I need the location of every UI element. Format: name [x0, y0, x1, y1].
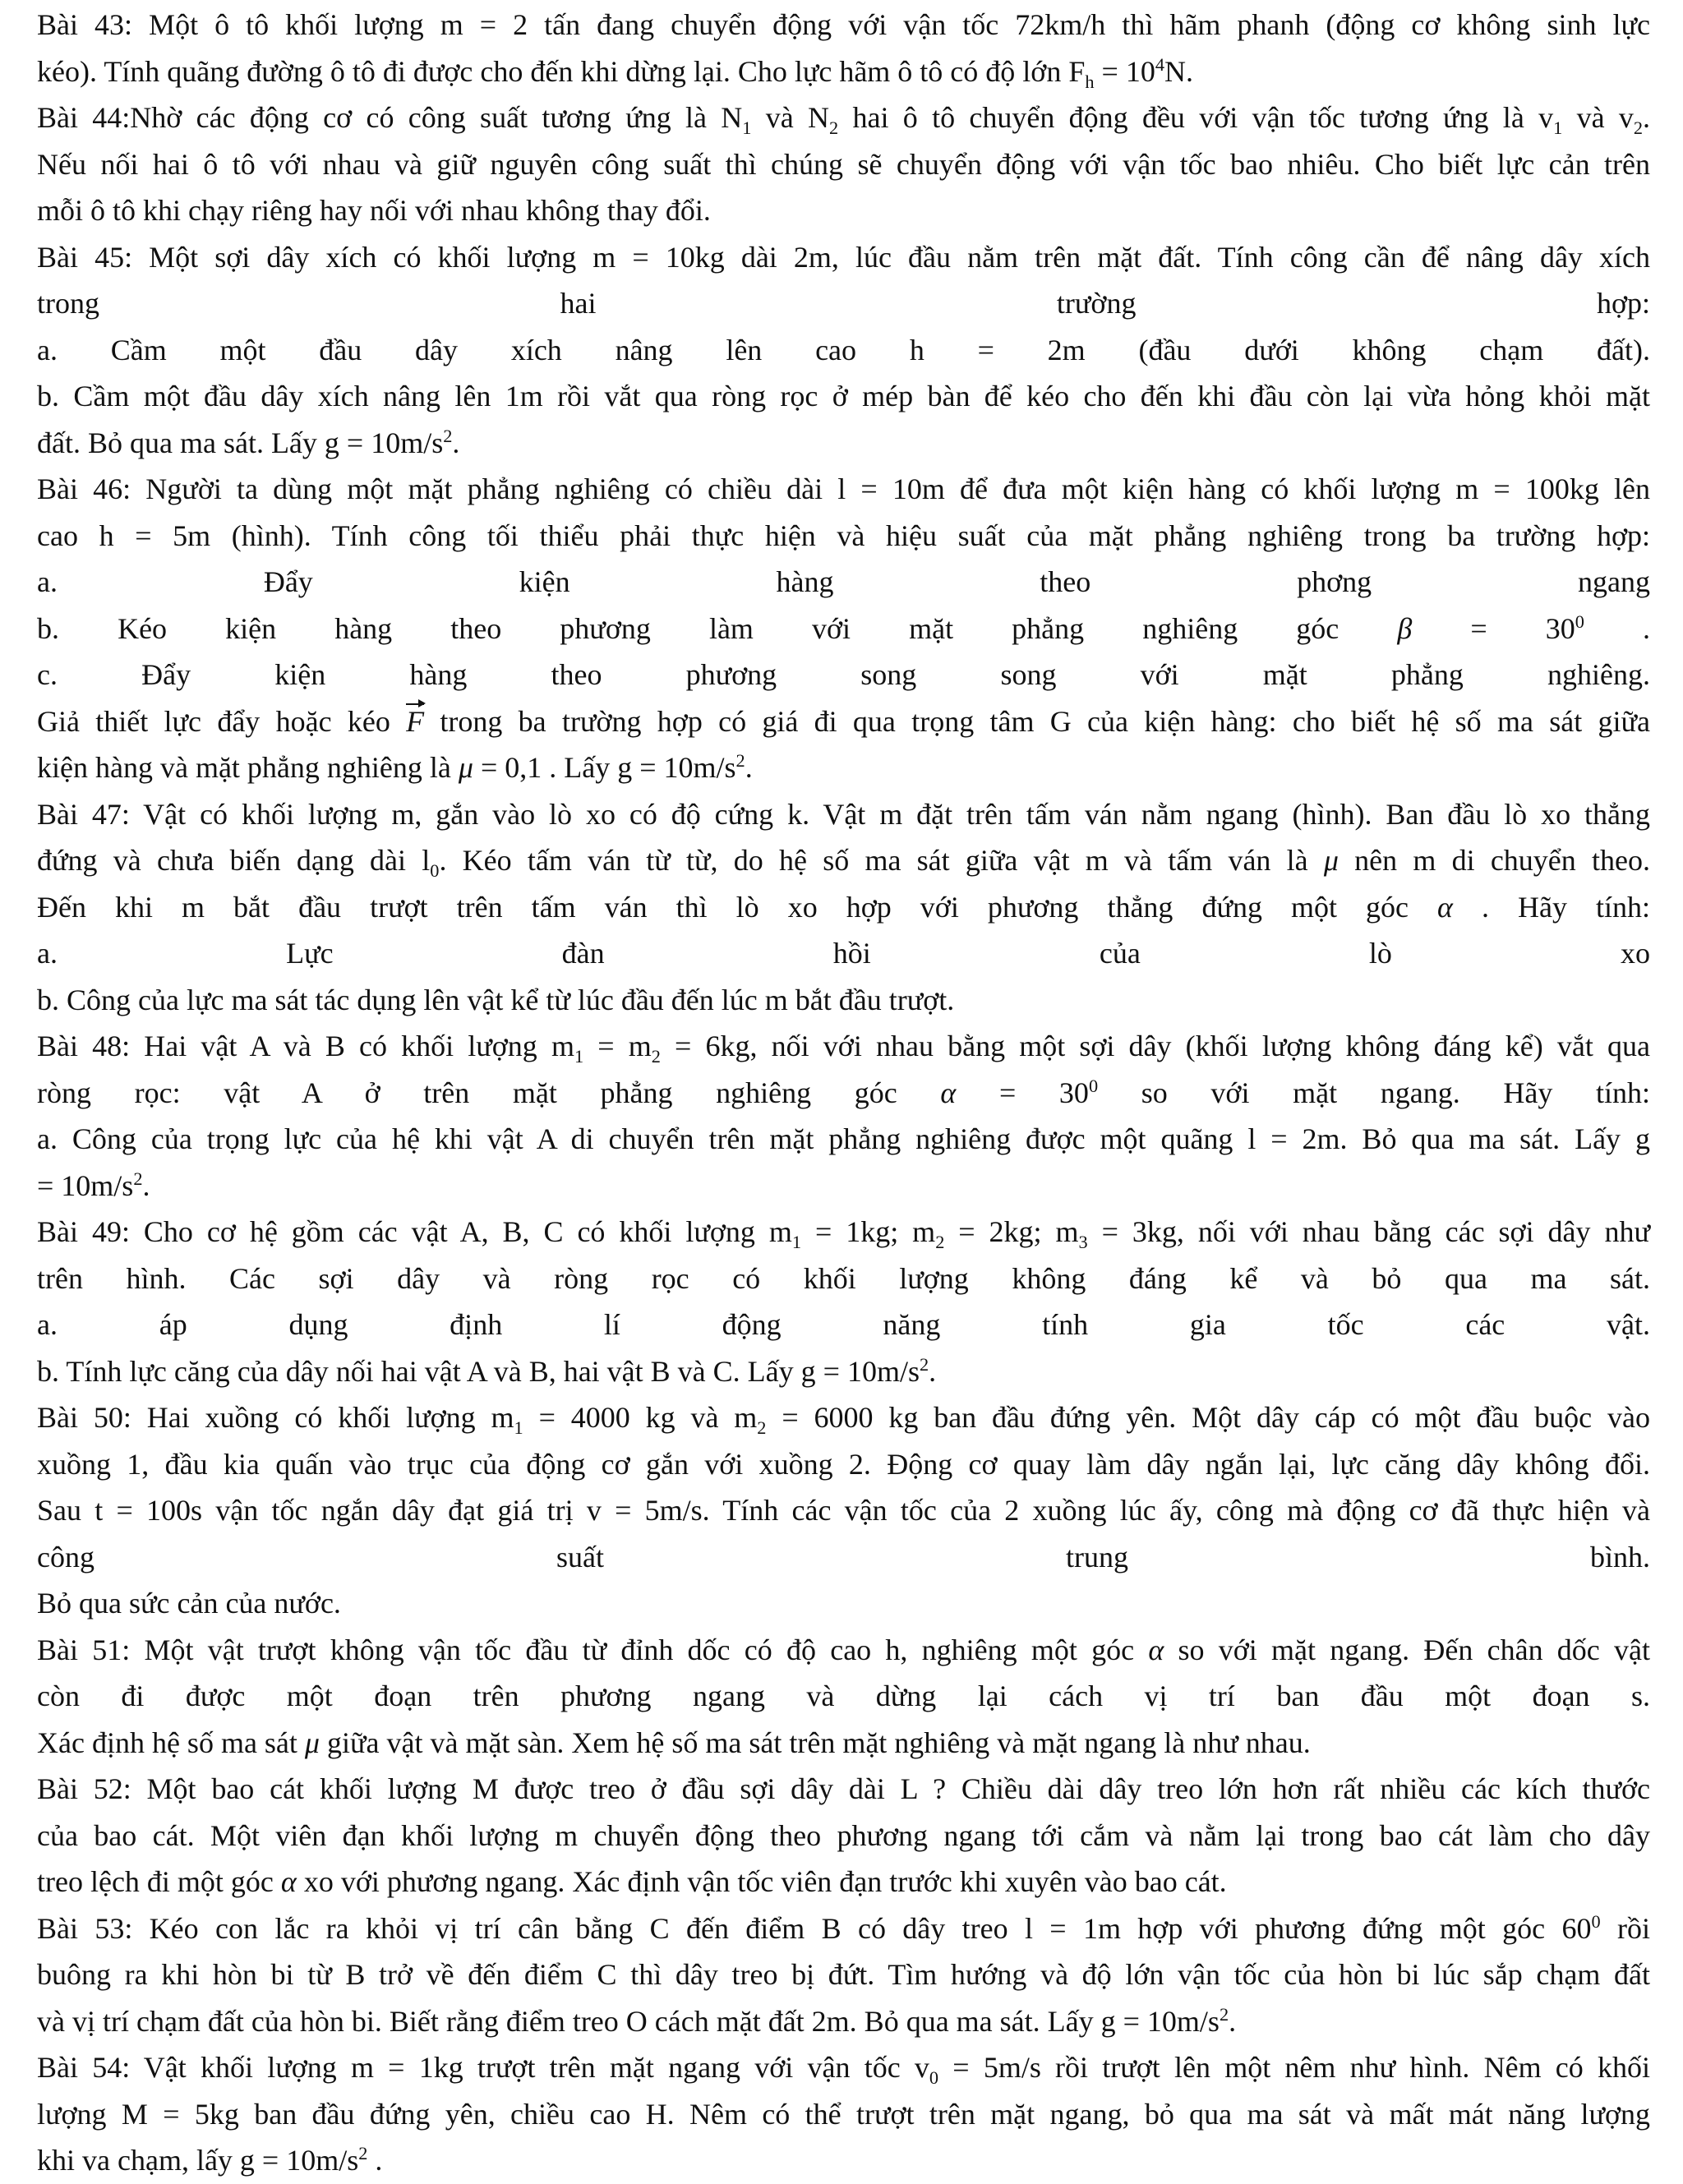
math-symbol: μ: [458, 751, 473, 784]
problem-49: [37, 1209, 1650, 1394]
problem-45: [37, 234, 1650, 467]
problem-48: [37, 1023, 1650, 1209]
math-symbol: μ: [304, 1726, 320, 1759]
text-run: kéo). Tính quãng đường ô tô đi được cho đến khi dừng lại. Cho lực hãm ô tô có độ lớn F: [37, 54, 1086, 88]
text-line: [37, 791, 1650, 838]
subscript: h: [1085, 71, 1095, 92]
text-line: [37, 837, 1650, 884]
text-run: cao h = 5m (hình). Tính công tối thiểu phải thực hiện và hiệu suất của mặt phẳng nghiêng trong ba trường hợp:: [37, 518, 1650, 552]
text-line: [37, 1998, 1650, 2045]
text-run: = 6kg, nối với nhau bằng một sợi dây (khối lượng không đáng kể) vắt qua: [660, 1030, 1650, 1062]
text-line: [37, 48, 1650, 95]
text-run: khi va chạm, lấy g = 10m/s: [37, 2144, 359, 2177]
subscript: 2: [757, 1417, 767, 1439]
text-run: Giả thiết lực đẩy hoặc kéo: [37, 704, 407, 738]
text-line: [37, 1859, 1650, 1905]
text-run: a. Công của trọng lực của hệ khi vật A di chuyển trên mặt phẳng nghiêng được một quãng l = 2m. Bỏ qua ma sát. Lấy g: [37, 1122, 1650, 1155]
superscript: 2: [358, 2143, 368, 2163]
text-run: đất. Bỏ qua ma sát. Lấy g = 10m/s: [37, 426, 444, 459]
text-run: so với mặt ngang. Đến chân dốc vật: [1164, 1633, 1650, 1666]
text-run: = 10: [1094, 54, 1155, 88]
text-line: [37, 884, 1650, 931]
subscript: 2: [651, 1046, 661, 1067]
text-run: = 30: [956, 1076, 1089, 1109]
problem-52: [37, 1766, 1650, 1905]
text-run: = 4000 kg và m: [523, 1401, 758, 1434]
text-run: = m: [583, 1030, 652, 1062]
superscript: 0: [1575, 611, 1584, 632]
subscript: 3: [1078, 1232, 1088, 1253]
subscript: 2: [829, 117, 839, 139]
text-run: Bài 49: Cho cơ hệ gồm các vật A, B, C có khối lượng m: [37, 1215, 792, 1248]
text-run: Nếu nối hai ô tô với nhau và giữ nguyên công suất thì chúng sẽ chuyển động với vận tốc bao nhiêu. Cho biết lực cản trên: [37, 147, 1650, 181]
subscript: 0: [430, 860, 440, 882]
text-run: = 10m/s: [37, 1168, 134, 1202]
subscript: 0: [929, 2067, 939, 2089]
text-run: giữa vật và mặt sàn. Xem hệ số ma sát trên mặt nghiêng và mặt ngang là như nhau.: [320, 1726, 1311, 1759]
text-run: .: [1584, 611, 1651, 645]
subscript: 2: [935, 1232, 945, 1253]
text-line: [37, 606, 1650, 652]
text-run: c. Đẩy kiện hàng theo phương song song với mặt phẳng nghiêng.: [37, 658, 1650, 691]
text-run: lượng M = 5kg ban đầu đứng yên, chiều cao H. Nêm có thể trượt trên mặt ngang, bỏ qua ma sát và mất mát năng lượng: [37, 2097, 1650, 2131]
math-symbol: β: [1397, 611, 1413, 645]
text-run: mỗi ô tô khi chạy riêng hay nối với nhau không thay đổi.: [37, 194, 711, 227]
text-line: [37, 2044, 1650, 2091]
problem-53: [37, 1905, 1650, 2045]
text-line: [37, 1070, 1650, 1117]
text-run: = 1kg; m: [801, 1215, 936, 1248]
superscript: 2: [735, 750, 745, 771]
math-symbol: α: [1437, 890, 1453, 924]
text-line: [37, 744, 1650, 791]
text-line: [37, 1905, 1650, 1952]
text-run: . Kéo tấm ván từ từ, do hệ số ma sát giữa vật m và tấm ván là: [439, 844, 1324, 877]
text-run: xuồng 1, đầu kia quấn vào trục của động cơ gắn với xuồng 2. Động cơ quay làm dây ngắn lại, lực căng dây không đổi.: [37, 1447, 1650, 1481]
text-line: [37, 466, 1650, 513]
text-run: . Hãy tính:: [1452, 890, 1651, 924]
text-run: và N: [751, 101, 830, 134]
text-run: b. Công của lực ma sát tác dụng lên vật kể từ lúc đầu đến lúc m bắt đầu trượt.: [37, 983, 955, 1016]
text-line: [37, 1720, 1650, 1767]
text-run: và vị trí chạm đất của hòn bi. Biết rằng điểm treo O cách mặt đất 2m. Bỏ qua ma sát. Lấy g = 10m/s: [37, 2004, 1220, 2038]
text-line: [37, 559, 1650, 606]
text-line: [37, 420, 1650, 467]
problem-47: [37, 791, 1650, 1024]
text-line: [37, 327, 1650, 374]
text-run: .: [367, 2144, 383, 2177]
superscript: 2: [443, 425, 453, 446]
text-line: [37, 1813, 1650, 1859]
text-run: Bài 44:Nhờ các động cơ có công suất tương ứng là N: [37, 101, 743, 134]
text-run: trong ba trường hợp có giá đi qua trọng tâm G của kiện hàng: cho biết hệ số ma sát giữa: [424, 704, 1650, 738]
text-line: [37, 1256, 1650, 1302]
text-run: a. Đẩy kiện hàng theo phơng ngang: [37, 565, 1650, 598]
text-run: b. Cầm một đầu dây xích nâng lên 1m rồi vắt qua ròng rọc ở mép bàn để kéo cho đến khi đầu còn lại vừa hỏng khỏi mặt: [37, 380, 1650, 412]
subscript: 1: [791, 1232, 802, 1253]
text-line: [37, 1534, 1650, 1581]
text-line: [37, 1487, 1650, 1534]
text-line: [37, 2091, 1650, 2138]
text-run: Xác định hệ số ma sát: [37, 1726, 305, 1759]
text-run: rồi: [1600, 1911, 1650, 1945]
superscript: 2: [919, 1353, 929, 1375]
text-run: Bài 47: Vật có khối lượng m, gắn vào lò xo có độ cứng k. Vật m đặt trên tấm ván nằm ngang (hình). Ban đầu lò xo thẳng: [37, 797, 1650, 831]
text-run: đứng và chưa biến dạng dài l: [37, 844, 431, 877]
text-line: [37, 1766, 1650, 1813]
text-line: [37, 1441, 1650, 1488]
problem-43: [37, 2, 1650, 94]
text-run: Bài 45: Một sợi dây xích có khối lượng m = 10kg dài 2m, lúc đầu nằm trên mặt đất. Tính công cần để nâng dây xích: [37, 240, 1650, 274]
text-line: [37, 1627, 1650, 1674]
text-line: [37, 1023, 1650, 1070]
superscript: 2: [133, 1168, 143, 1189]
text-line: [37, 1163, 1650, 1209]
text-line: [37, 1116, 1650, 1163]
text-run: = 3kg, nối với nhau bằng các sợi dây như: [1087, 1215, 1650, 1248]
text-run: .: [1229, 2004, 1237, 2038]
text-line: [37, 1394, 1650, 1441]
subscript: 2: [1633, 117, 1644, 139]
text-run: = 30: [1412, 611, 1575, 645]
subscript: 1: [574, 1046, 584, 1067]
text-line: [37, 1302, 1650, 1348]
text-run: = 0,1 . Lấy g = 10m/s: [473, 751, 736, 784]
text-run: kiện hàng và mặt phẳng nghiêng là: [37, 751, 459, 784]
text-run: của bao cát. Một viên đạn khối lượng m chuyển động theo phương ngang tới cắm và nằm lại trong bao cát làm cho dây: [37, 1818, 1650, 1852]
text-run: Bài 48: Hai vật A và B có khối lượng m: [37, 1030, 574, 1062]
text-run: b. Kéo kiện hàng theo phương làm với mặt phẳng nghiêng góc: [37, 611, 1398, 645]
problem-54: [37, 2044, 1650, 2184]
text-line: [37, 698, 1650, 745]
text-line: [37, 373, 1650, 420]
superscript: 0: [1591, 1910, 1601, 1932]
text-line: [37, 141, 1650, 188]
text-line: [37, 1673, 1650, 1720]
text-line: [37, 513, 1650, 560]
text-run: .: [1643, 101, 1651, 134]
problem-46: [37, 466, 1650, 791]
text-run: so với mặt ngang. Hãy tính:: [1098, 1076, 1650, 1109]
text-line: [37, 1209, 1650, 1256]
text-run: công suất trung bình.: [37, 1540, 1650, 1573]
text-line: [37, 234, 1650, 281]
text-line: [37, 280, 1650, 327]
vector-symbol: F: [406, 698, 424, 745]
text-line: [37, 977, 1650, 1024]
math-symbol: α: [1148, 1633, 1164, 1666]
text-run: Bài 51: Một vật trượt không vận tốc đầu từ đỉnh dốc có độ cao h, nghiêng một góc: [37, 1633, 1149, 1666]
text-run: Bài 53: Kéo con lắc ra khỏi vị trí cân bằng C đến điểm B có dây treo l = 1m hợp với phương đứng một góc 60: [37, 1911, 1592, 1945]
text-run: buông ra khi hòn bi từ B trở về đến điểm C thì dây treo bị đứt. Tìm hướng và độ lớn vận tốc của hòn bi lúc sắp chạm đất: [37, 1958, 1650, 1991]
text-run: Bài 54: Vật khối lượng m = 1kg trượt trên mặt ngang với vận tốc v: [37, 2051, 929, 2084]
text-line: [37, 2, 1650, 48]
text-run: = 5m/s rồi trượt lên một nêm như hình. Nêm có khối: [938, 2051, 1650, 2084]
text-line: [37, 187, 1650, 234]
problem-44: [37, 94, 1650, 234]
text-run: Bài 50: Hai xuồng có khối lượng m: [37, 1401, 514, 1434]
text-run: Bài 46: Người ta dùng một mặt phẳng nghiêng có chiều dài l = 10m để đưa một kiện hàng có khối lượng m = 100kg lên: [37, 472, 1650, 505]
text-run: trong hai trường hợp:: [37, 287, 1650, 320]
text-run: b. Tính lực căng của dây nối hai vật A và B, hai vật B và C. Lấy g = 10m/s: [37, 1354, 920, 1388]
text-run: = 6000 kg ban đầu đứng yên. Một dây cáp có một đầu buộc vào: [766, 1401, 1650, 1434]
text-run: Sau t = 100s vận tốc ngắn dây đạt giá trị v = 5m/s. Tính các vận tốc của 2 xuồng lúc ấy, công mà động cơ đã thực hiện và: [37, 1494, 1650, 1527]
text-run: Bài 52: Một bao cát khối lượng M được treo ở đầu sợi dây dài L ? Chiều dài dây treo lớn hơn rất nhiều các kích thước: [37, 1772, 1650, 1805]
text-run: .: [929, 1354, 937, 1388]
text-line: [37, 94, 1650, 141]
text-line: [37, 2137, 1650, 2184]
text-run: Bỏ qua sức cản của nước.: [37, 1587, 341, 1620]
text-run: hai ô tô chuyển động đều với vận tốc tương ứng là v: [838, 101, 1554, 134]
text-run: a. áp dụng định lí động năng tính gia tốc các vật.: [37, 1308, 1650, 1341]
text-run: a. Lực đàn hồi của lò xo: [37, 937, 1650, 970]
text-run: nên m di chuyển theo.: [1338, 844, 1650, 877]
text-run: còn đi được một đoạn trên phương ngang và dừng lại cách vị trí ban đầu một đoạn s.: [37, 1679, 1650, 1712]
text-run: Bài 43: Một ô tô khối lượng m = 2 tấn đang chuyển động với vận tốc 72km/h thì hãm phanh (động cơ không sinh lực: [37, 8, 1650, 41]
text-line: [37, 1580, 1650, 1627]
text-line: [37, 1348, 1650, 1395]
math-symbol: α: [940, 1076, 957, 1109]
text-run: a. Cầm một đầu dây xích nâng lên cao h = 2m (đầu dưới không chạm đất).: [37, 333, 1650, 366]
math-symbol: μ: [1323, 844, 1339, 877]
problem-51: [37, 1627, 1650, 1767]
text-run: N.: [1164, 54, 1193, 88]
text-run: .: [452, 426, 460, 459]
text-run: Đến khi m bắt đầu trượt trên tấm ván thì lò xo hợp với phương thẳng đứng một góc: [37, 890, 1438, 924]
superscript: 0: [1088, 1075, 1099, 1096]
problem-50: [37, 1394, 1650, 1627]
superscript: 2: [1219, 2003, 1229, 2025]
superscript: 4: [1155, 53, 1164, 75]
text-run: trên hình. Các sợi dây và ròng rọc có khối lượng không đáng kể và bỏ qua ma sát.: [37, 1261, 1650, 1295]
text-run: ròng rọc: vật A ở trên mặt phẳng nghiêng góc: [37, 1076, 941, 1109]
subscript: 1: [742, 117, 752, 139]
subscript: 1: [514, 1417, 523, 1439]
text-line: [37, 930, 1650, 977]
subscript: 1: [1553, 117, 1563, 139]
text-line: [37, 1951, 1650, 1998]
text-run: xo với phương ngang. Xác định vận tốc viên đạn trước khi xuyên vào bao cát.: [296, 1865, 1227, 1898]
text-run: treo lệch đi một góc: [37, 1865, 281, 1898]
text-run: .: [142, 1168, 150, 1202]
text-run: = 2kg; m: [944, 1215, 1079, 1248]
text-line: [37, 652, 1650, 698]
text-run: .: [745, 751, 753, 784]
math-symbol: α: [280, 1865, 297, 1898]
text-run: và v: [1562, 101, 1634, 134]
